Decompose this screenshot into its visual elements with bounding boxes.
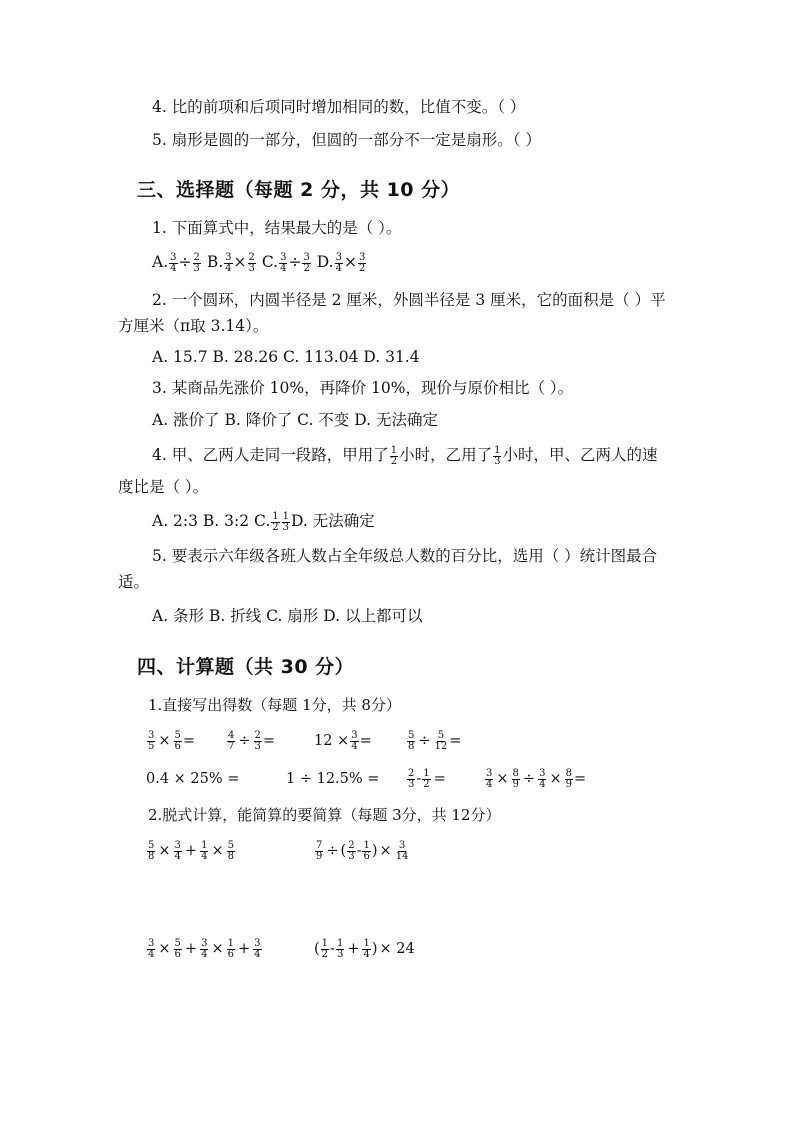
calc-e1-a: $\frac{5}{8}$ × $\frac{3}{4}$ + $\frac{1}{4}$ × $\frac{5}{8}$: [148, 839, 234, 862]
s3-q3-stem: 3. 某商品先涨价 10%，再降价 10%，现价与原价相比（ ）。: [152, 379, 574, 397]
s3-q3-options: A. 涨价了 B. 降价了 C. 不变 D. 无法确定: [152, 411, 438, 429]
calc-r1-a: $\frac{3}{5}$ × $\frac{5}{6}$ =: [148, 729, 196, 752]
calc-r1-c: 12 × $\frac{3}{4}$ =: [314, 729, 372, 752]
section4-title: 四、计算题（共 30 分）: [137, 656, 355, 678]
s3-q2-stem-2: 方厘米（π取 3.14）。: [118, 317, 269, 335]
s4-sub1: 1.直接写出得数（每题 1分，共 8分）: [148, 696, 401, 714]
s3-q5-stem-1: 5. 要表示六年级各班人数占全年级总人数的百分比，选用（ ）统计图最合: [152, 547, 658, 565]
s3-q2-options: A. 15.7 B. 28.26 C. 113.04 D. 31.4: [152, 348, 420, 366]
calc-r2-d: $\frac{3}{4}$ × $\frac{8}{9}$ ÷ $\frac{3}{4}$ × $\frac{8}{9}$ =: [486, 767, 587, 790]
calc-r2-b: 1 ÷ 12.5% =: [286, 771, 380, 787]
s3-q2-stem-1: 2. 一个圆环，内圆半径是 2 厘米，外圆半径是 3 厘米，它的面积是（ ）平: [152, 291, 666, 309]
s3-q4-stem-2: 度比是（ ）。: [118, 478, 209, 496]
calc-r2-a: 0.4 × 25% =: [146, 771, 240, 787]
section3-title: 三、选择题（每题 2 分，共 10 分）: [137, 179, 461, 201]
s3-q1-stem: 1. 下面算式中，结果最大的是（ ）。: [152, 219, 402, 237]
s3-q1-options: A. $\frac{3}{4}$ ÷ $\frac{2}{3}$ B. $\frac{3}{4}$ × $\frac{2}{3}$ C. $\frac{3}{4}$ ÷ $\frac{3}{2}$ D. $\frac{3}{4}$ × $\frac{3}{2}$: [152, 251, 366, 274]
calc-e1-b: $\frac{7}{9}$ ÷ ( $\frac{2}{3}$ - $\frac{1}{6}$ ) × $\frac{3}{14}$: [316, 839, 409, 862]
calc-r2-c: $\frac{2}{3}$ - $\frac{1}{2}$ =: [408, 767, 446, 790]
s4-sub2: 2.脱式计算，能简算的要简算（每题 3分，共 12分）: [148, 806, 501, 824]
judge-q5: 5. 扇形是圆的一部分，但圆的一部分不一定是扇形。（ ）: [152, 131, 541, 149]
judge-q4: 4. 比的前项和后项同时增加相同的数，比值不变。（ ）: [152, 98, 526, 116]
calc-e2-a: $\frac{3}{4}$ × $\frac{5}{6}$ + $\frac{3}{4}$ × $\frac{1}{6}$ + $\frac{3}{4}$: [148, 937, 261, 960]
s3-q4-options: A. 2:3 B. 3:2 C. $\frac{1}{2}$ $\frac{1}{3}$ D. 无法确定: [152, 510, 375, 533]
s3-q5-stem-2: 适。: [118, 573, 150, 591]
s3-q4-stem-1: 4. 甲、乙两人走同一段路，甲用了 $\frac{1}{2}$ 小时，乙用了 $\frac{1}{3}$ 小时，甲、乙两人的速: [152, 444, 658, 467]
calc-e2-b: ( $\frac{1}{2}$ - $\frac{1}{3}$ + $\frac{1}{4}$ ) × 24: [314, 937, 415, 960]
calc-r1-d: $\frac{5}{8}$ ÷ $\frac{5}{12}$ =: [408, 729, 462, 752]
calc-r1-b: $\frac{4}{7}$ ÷ $\frac{2}{3}$ =: [228, 729, 276, 752]
s3-q5-options: A. 条形 B. 折线 C. 扇形 D. 以上都可以: [152, 607, 423, 625]
